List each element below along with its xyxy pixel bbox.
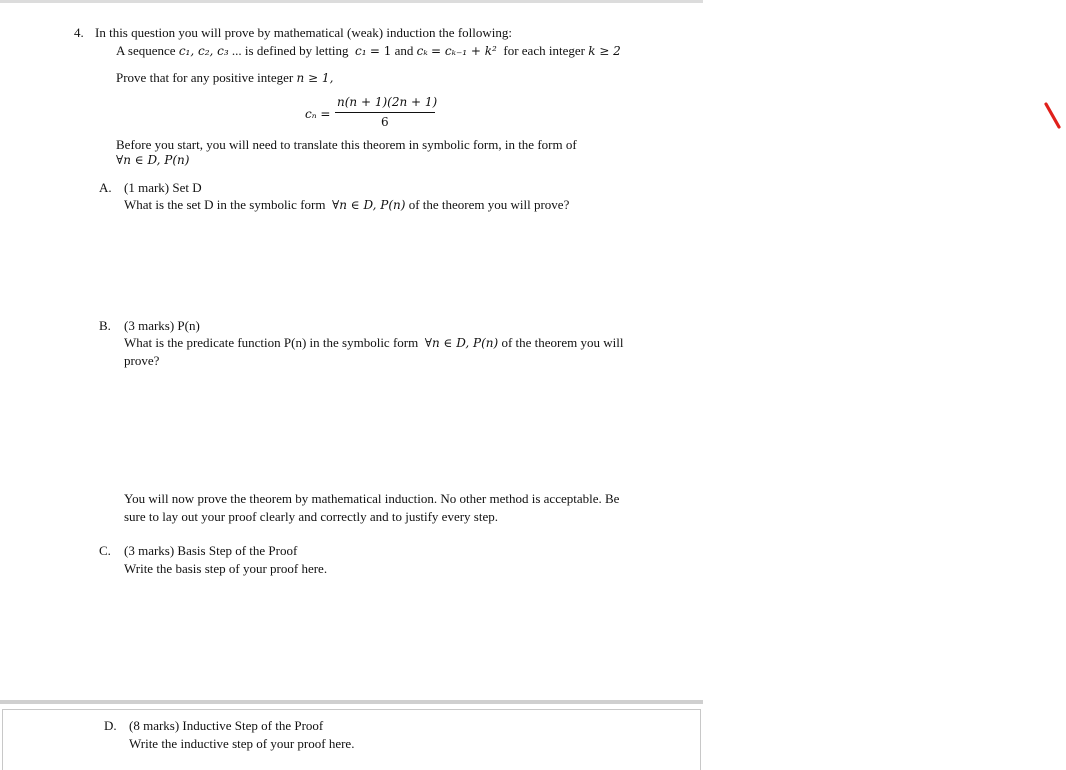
sequence-dots: ... bbox=[231, 43, 242, 58]
part-a-title: (1 mark) Set D bbox=[124, 180, 202, 195]
part-a-label: A. bbox=[99, 180, 112, 195]
prove-statement bbox=[116, 70, 333, 86]
part-d-label: D. bbox=[104, 718, 117, 733]
part-d-instruction: Write the inductive step of your proof here. bbox=[129, 736, 355, 751]
top-divider bbox=[0, 0, 703, 3]
induction-note-line2: sure to lay out your proof clearly and correctly and to justify every step. bbox=[124, 509, 498, 524]
part-a-question bbox=[124, 197, 569, 213]
red-pen-mark-icon bbox=[1043, 101, 1063, 131]
c1-value: = 1 bbox=[369, 44, 392, 58]
formula-lhs: cₙ = bbox=[305, 107, 331, 121]
part-b-title: (3 marks) P(n) bbox=[124, 318, 200, 333]
sequence-terms: c₁, c₂, c₃ bbox=[178, 44, 229, 58]
part-b-label: B. bbox=[99, 318, 111, 333]
part-d-title: (8 marks) Inductive Step of the Proof bbox=[129, 718, 324, 733]
part-b-question-cont: prove? bbox=[124, 353, 160, 368]
part-a-question-pre: What is the set D in the symbolic form bbox=[124, 197, 326, 212]
part-a-form: ∀n ∈ D, P(n) bbox=[331, 198, 406, 212]
sequence-prefix: A sequence bbox=[116, 43, 176, 58]
ck-symbol: cₖ bbox=[416, 44, 428, 58]
induction-note-line1: You will now prove the theorem by mathematical induction. No other method is acceptable. Be bbox=[124, 491, 620, 506]
k-condition: k ≥ 2 bbox=[588, 44, 621, 58]
part-b-question bbox=[124, 335, 624, 351]
and-word: and bbox=[394, 43, 414, 58]
sequence-definition bbox=[116, 43, 621, 59]
prove-text: Prove that for any positive integer bbox=[116, 70, 294, 85]
before-start-text: Before you start, you will need to translate this theorem in symbolic form, in the form of bbox=[116, 137, 577, 152]
formula-numerator: n(n + 1)(2n + 1) bbox=[337, 95, 438, 109]
symbolic-form: ∀n ∈ D, P(n) bbox=[116, 153, 190, 167]
part-b-form: ∀n ∈ D, P(n) bbox=[424, 336, 499, 350]
page-divider bbox=[0, 700, 703, 704]
recurrence-rule: = cₖ₋₁ + k² bbox=[430, 44, 497, 58]
question-number: 4. bbox=[74, 25, 84, 40]
fraction-bar bbox=[335, 112, 435, 113]
part-c-title: (3 marks) Basis Step of the Proof bbox=[124, 543, 298, 558]
part-c-label: C. bbox=[99, 543, 111, 558]
n-condition: n ≥ 1, bbox=[296, 71, 334, 85]
part-a-question-post: of the theorem you will prove? bbox=[408, 197, 570, 212]
c1-symbol: c₁ bbox=[355, 44, 367, 58]
formula-denominator: 6 bbox=[381, 115, 389, 129]
sequence-suffix: for each integer bbox=[503, 43, 585, 58]
sequence-mid: is defined by letting bbox=[244, 43, 349, 58]
part-b-question-pre: What is the predicate function P(n) in the symbolic form bbox=[124, 335, 419, 350]
part-c-instruction: Write the basis step of your proof here. bbox=[124, 561, 328, 576]
part-b-question-post: of the theorem you will bbox=[501, 335, 624, 350]
question-intro: In this question you will prove by mathematical (weak) induction the following: bbox=[95, 25, 512, 40]
